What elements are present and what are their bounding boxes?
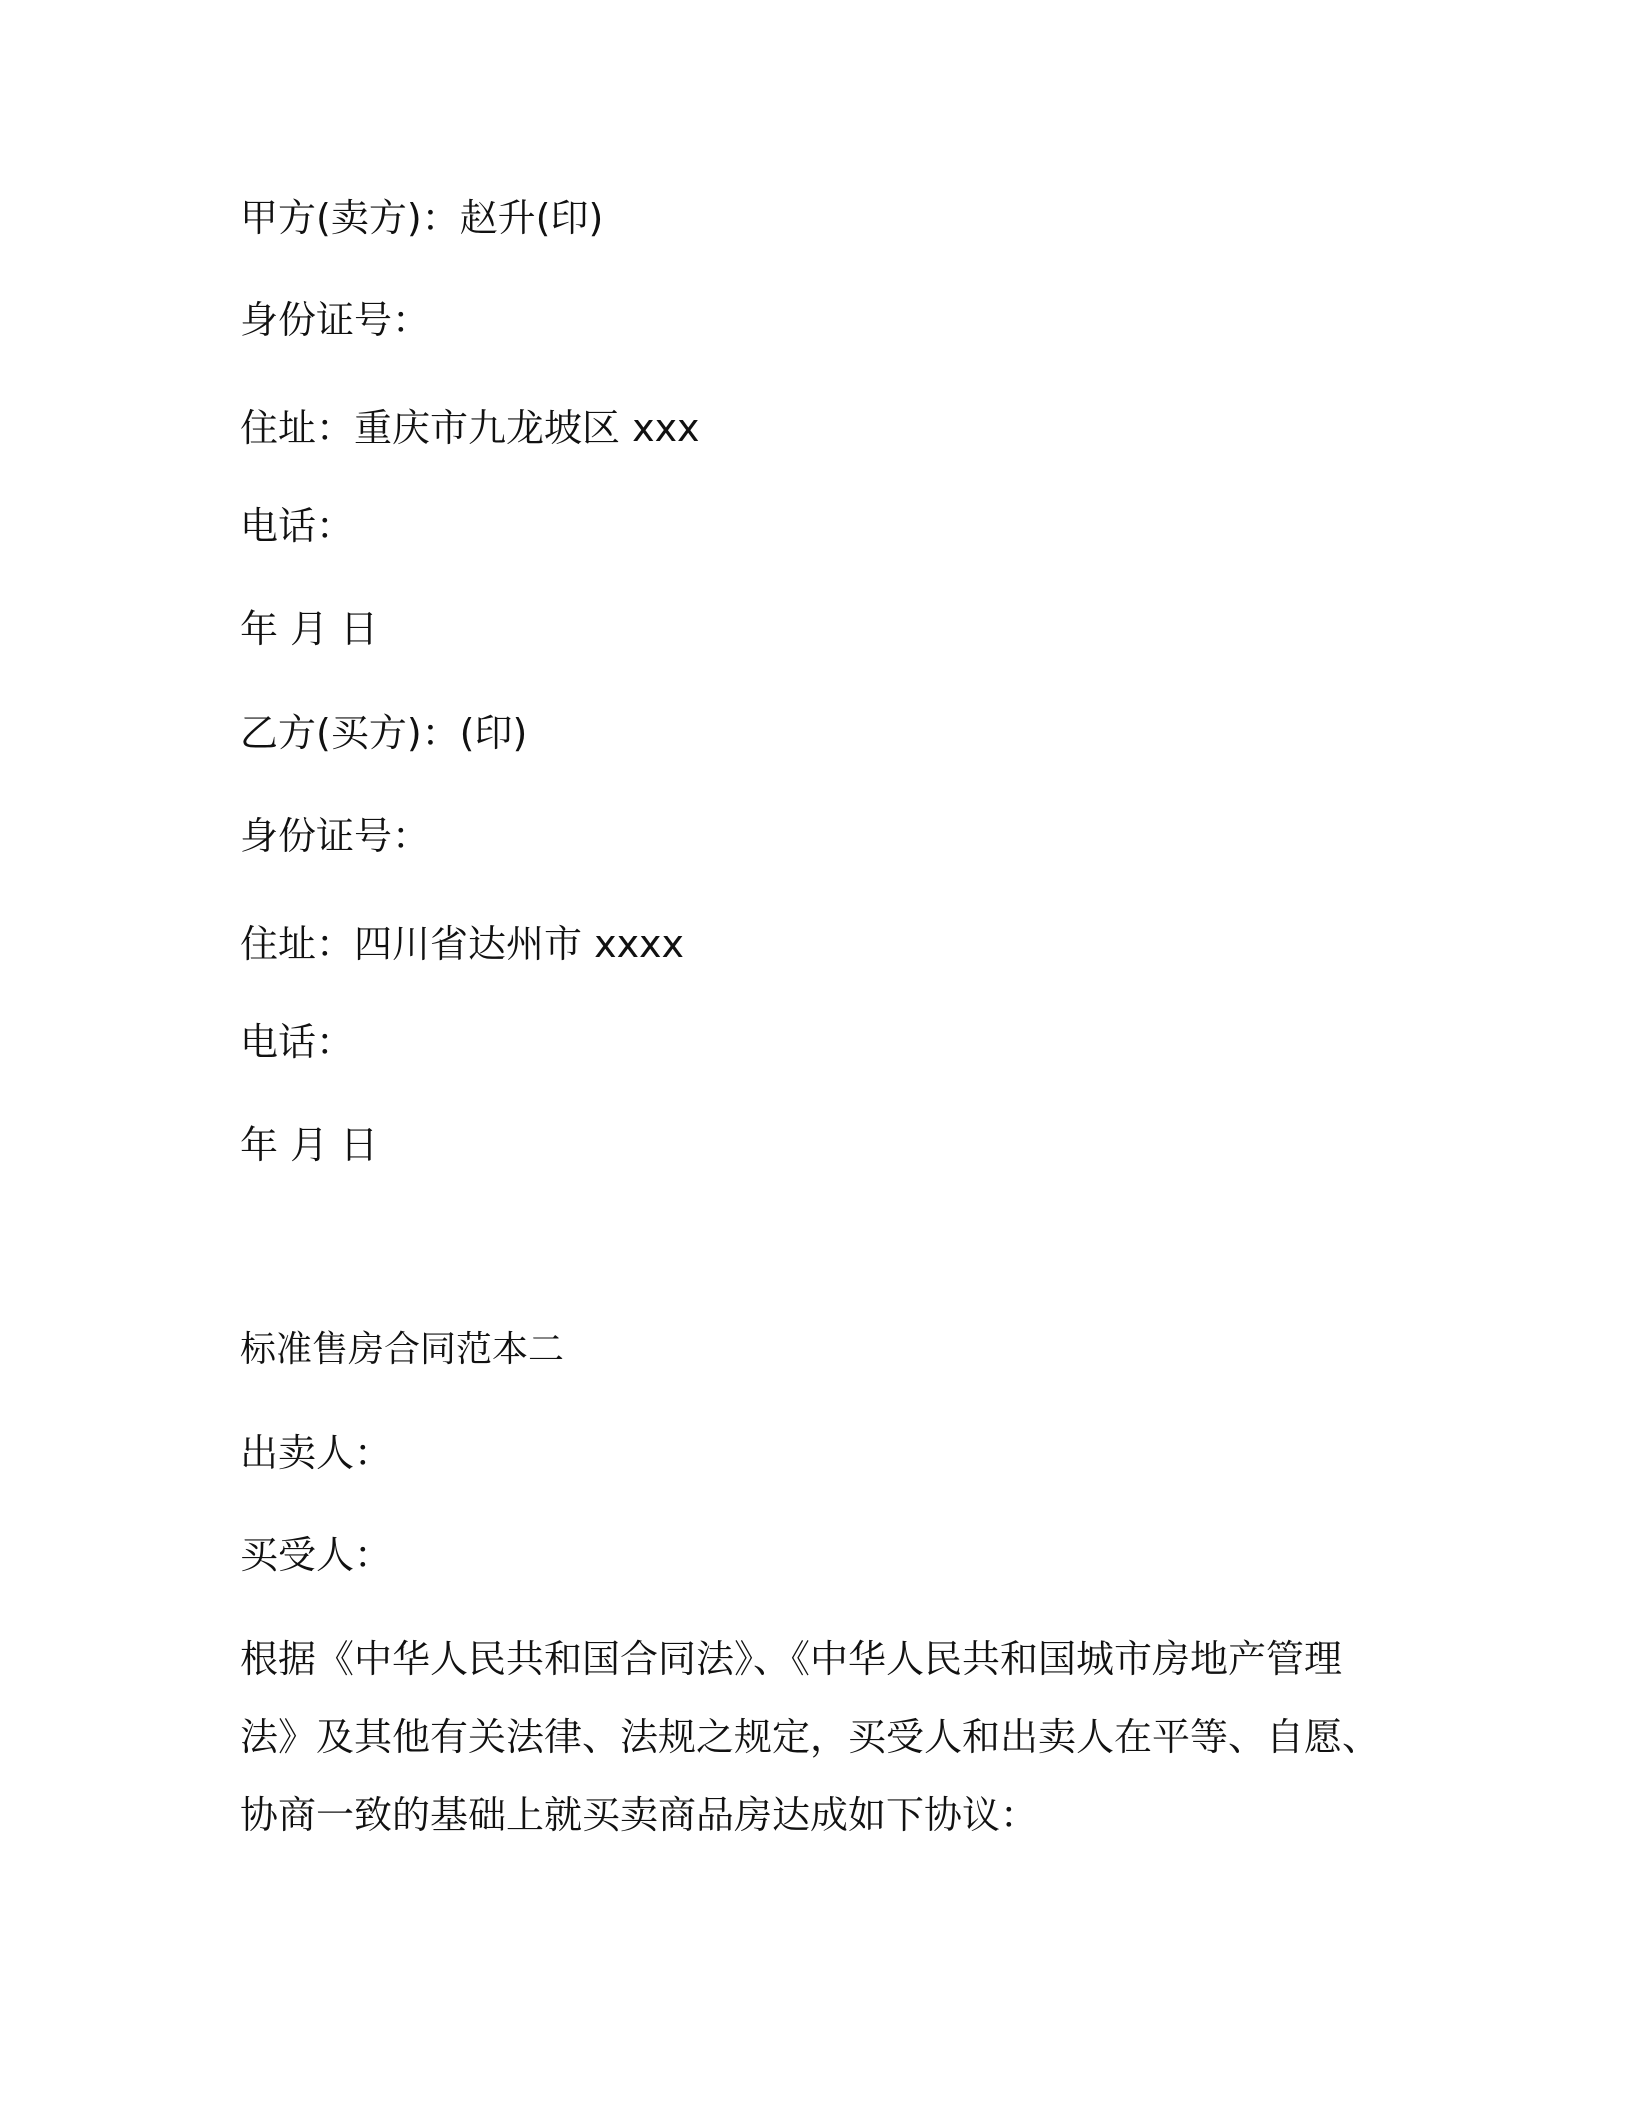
party-b-id-number: 身份证号： [240,814,431,858]
preamble-line: 法》及其他有关法律、法规之规定，买受人和出卖人在平等、自愿、 [240,1715,1381,1759]
seller-line: 出卖人： [240,1431,393,1475]
party-b-phone: 电话： [240,1020,355,1064]
contract-two-title: 标准售房合同范本二 [240,1329,565,1370]
party-b-date: 年 月 日 [240,1123,379,1167]
party-a-line: 甲方(卖方)：赵升(印) [240,196,604,240]
buyer-line: 买受人： [240,1533,393,1577]
preamble-line: 协商一致的基础上就买卖商品房达成如下协议： [240,1793,1039,1837]
party-a-phone: 电话： [240,504,355,548]
party-b-address: 住址：四川省达州市 xxxx [240,922,685,966]
party-a-address: 住址：重庆市九龙坡区 xxx [240,406,700,450]
party-a-id-number: 身份证号： [240,298,431,342]
party-b-line: 乙方(买方)：(印) [240,711,528,755]
party-a-date: 年 月 日 [240,607,379,651]
preamble-line: 根据《中华人民共和国合同法》、《中华人民共和国城市房地产管理 [240,1637,1343,1681]
contract-preamble [240,1620,1381,1854]
